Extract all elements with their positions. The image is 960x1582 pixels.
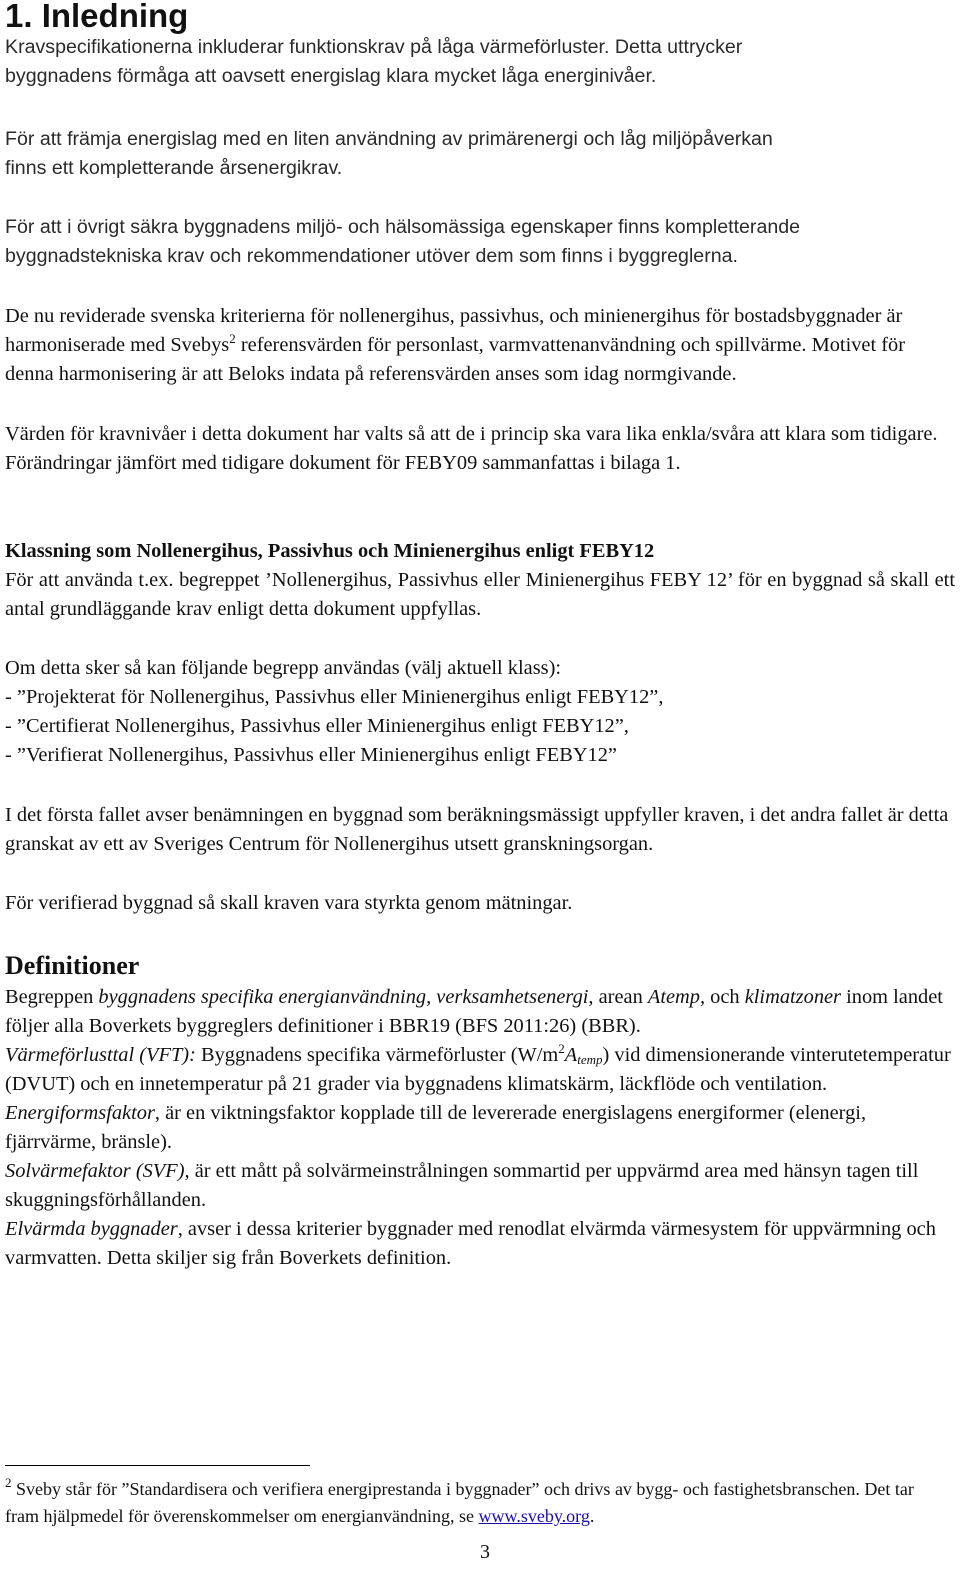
definition-4-text: , är ett mått på solvärmeinstrålningen sommartid per uppvärmd area med hänsyn tagen till skuggningsförhållanden. — [5, 1160, 919, 1211]
definition-5-text: , avser i dessa kriterier byggnader med renodlat elvärmda värmesystem för uppvärmning och varmvatten. Detta skiljer sig från Boverkets definition. — [5, 1218, 936, 1269]
klassning-paragraph-3: I det första fallet avser benämningen en byggnad som beräkningsmässigt uppfyller kraven, i det andra fallet är detta granskat av ett av Sveriges Centrum för Nollenergihus utsett granskningsorgan. — [5, 804, 949, 855]
intro-paragraph-4-text-a: De nu reviderade svenska kriterierna för nollenergihus, passivhus, och minienergihus för bostadsbyggnader är harmoniserade med Svebys — [5, 305, 903, 356]
intro-paragraph-1 — [5, 33, 955, 91]
definition-1-term-1: byggnadens specifika energianvändning, verksamhetsenergi, — [98, 986, 594, 1008]
footnote-text-a: Sveby står för ”Standardisera och verifiera energiprestanda i byggnader” och drivs av bygg- och fastighetsbranschen. Det tar fram hjälpmedel för överenskommelser om energianvändning, se — [5, 1479, 914, 1526]
definition-1-term-2: Atemp, — [647, 986, 706, 1008]
klassning-paragraph-4: För verifierad byggnad så skall kraven vara styrkta genom mätningar. — [5, 892, 573, 914]
definitioner-heading: Definitioner — [5, 951, 140, 980]
definition-4-term: Solvärmefaktor (SVF) — [5, 1160, 185, 1182]
footnote-divider — [5, 1465, 310, 1466]
page-number: 3 — [480, 1541, 490, 1563]
intro-paragraph-2 — [5, 125, 955, 183]
intro-paragraph-3-line-2: byggnadstekniska krav och rekommendationer utöver dem som finns i byggreglerna. — [5, 245, 738, 267]
definition-5-term: Elvärmda byggnader — [5, 1218, 178, 1240]
definition-1-text-b: arean — [593, 986, 648, 1008]
definition-4 — [5, 1157, 955, 1215]
intro-paragraph-1-line-1: Kravspecifikationerna inkluderar funktionskrav på låga värmeförluster. Detta uttrycker — [5, 36, 743, 58]
definition-1-text-c: och — [705, 986, 745, 1008]
intro-paragraph-4 — [5, 302, 955, 389]
definition-3 — [5, 1099, 955, 1157]
intro-paragraph-3 — [5, 213, 955, 271]
definition-2-superscript: 2 — [558, 1041, 565, 1056]
intro-paragraph-5: Värden för kravnivåer i detta dokument har valts så att de i princip ska vara lika enkla/svåra att klara som tidigare. Förändringar jämfört med tidigare dokument för FEBY09 sammanfattas i bilaga 1. — [5, 423, 938, 474]
definition-2 — [5, 1041, 955, 1099]
intro-paragraph-4-text-b: referensvärden för personlast, varmvattenanvändning och spillvärme. Motivet för denna harmonisering är att Beloks indata på referensvärden anses som idag normgivande. — [5, 334, 906, 385]
footnote-reference: 2 — [229, 331, 236, 346]
definition-2-subscript-text: temp — [577, 1052, 603, 1067]
list-item: - ”Projekterat för Nollenergihus, Passivhus eller Minienergihus enligt FEBY12”, — [5, 686, 664, 708]
klassning-list-intro: Om detta sker så kan följande begrepp användas (välj aktuell klass): — [5, 657, 562, 679]
footnote — [5, 1476, 950, 1530]
definitions-list — [5, 983, 955, 1273]
definition-5 — [5, 1215, 955, 1273]
list-item: - ”Verifierat Nollenergihus, Passivhus eller Minienergihus enligt FEBY12” — [5, 744, 617, 766]
list-item: - ”Certifierat Nollenergihus, Passivhus eller Minienergihus enligt FEBY12”, — [5, 715, 629, 737]
definition-1 — [5, 983, 955, 1041]
definition-3-term: Energiformsfaktor — [5, 1102, 155, 1124]
definition-1-text-d: inom landet följer alla Boverkets byggreglers definitioner i BBR19 (BFS 2011:26) (BBR). — [5, 986, 943, 1037]
footnote-marker: 2 — [5, 1475, 12, 1490]
definition-2-symbol: A — [564, 1044, 578, 1066]
intro-paragraph-2-line-1: För att främja energislag med en liten användning av primärenergi och låg miljöpåverkan — [5, 128, 773, 150]
definition-2-subscript — [577, 1052, 602, 1067]
footnote-text-b: . — [589, 1506, 595, 1526]
section-title: 1. Inledning — [5, 0, 189, 34]
definition-2-text-a: Byggnadens specifika värmeförluster (W/m — [195, 1044, 559, 1066]
intro-paragraph-1-line-2: byggnadens förmåga att oavsett energislag klara mycket låga energinivåer. — [5, 65, 657, 87]
klassning-heading: Klassning som Nollenergihus, Passivhus och Minienergihus enligt FEBY12 — [5, 540, 655, 562]
definition-2-text-b: ) vid dimensionerande vinterutetemperatur (DVUT) och en innetemperatur på 21 grader via byggnadens klimatskärm, läckflöde och ventilation. — [5, 1044, 951, 1095]
intro-paragraph-2-line-2: finns ett kompletterande årsenergikrav. — [5, 157, 343, 179]
sveby-link[interactable]: www.sveby.org — [478, 1506, 590, 1526]
klassning-paragraph-1: För att använda t.ex. begreppet ’Nollenergihus, Passivhus eller Minienergihus FEBY 12’ för en byggnad så skall ett antal grundläggande krav enligt detta dokument uppfyllas. — [5, 569, 955, 620]
intro-paragraph-3-line-1: För att i övrigt säkra byggnadens miljö- och hälsomässiga egenskaper finns kompletterande — [5, 216, 801, 238]
definition-2-term: Värmeförlusttal (VFT): — [5, 1044, 196, 1066]
definition-1-term-3: klimatzoner — [744, 986, 841, 1008]
definition-1-text-a: Begreppen — [5, 986, 99, 1008]
klassning-term-list — [5, 654, 955, 770]
definition-3-text: , är en viktningsfaktor kopplade till de levererade energislagens energiformer (elenergi, fjärrvärme, bränsle). — [5, 1102, 867, 1153]
